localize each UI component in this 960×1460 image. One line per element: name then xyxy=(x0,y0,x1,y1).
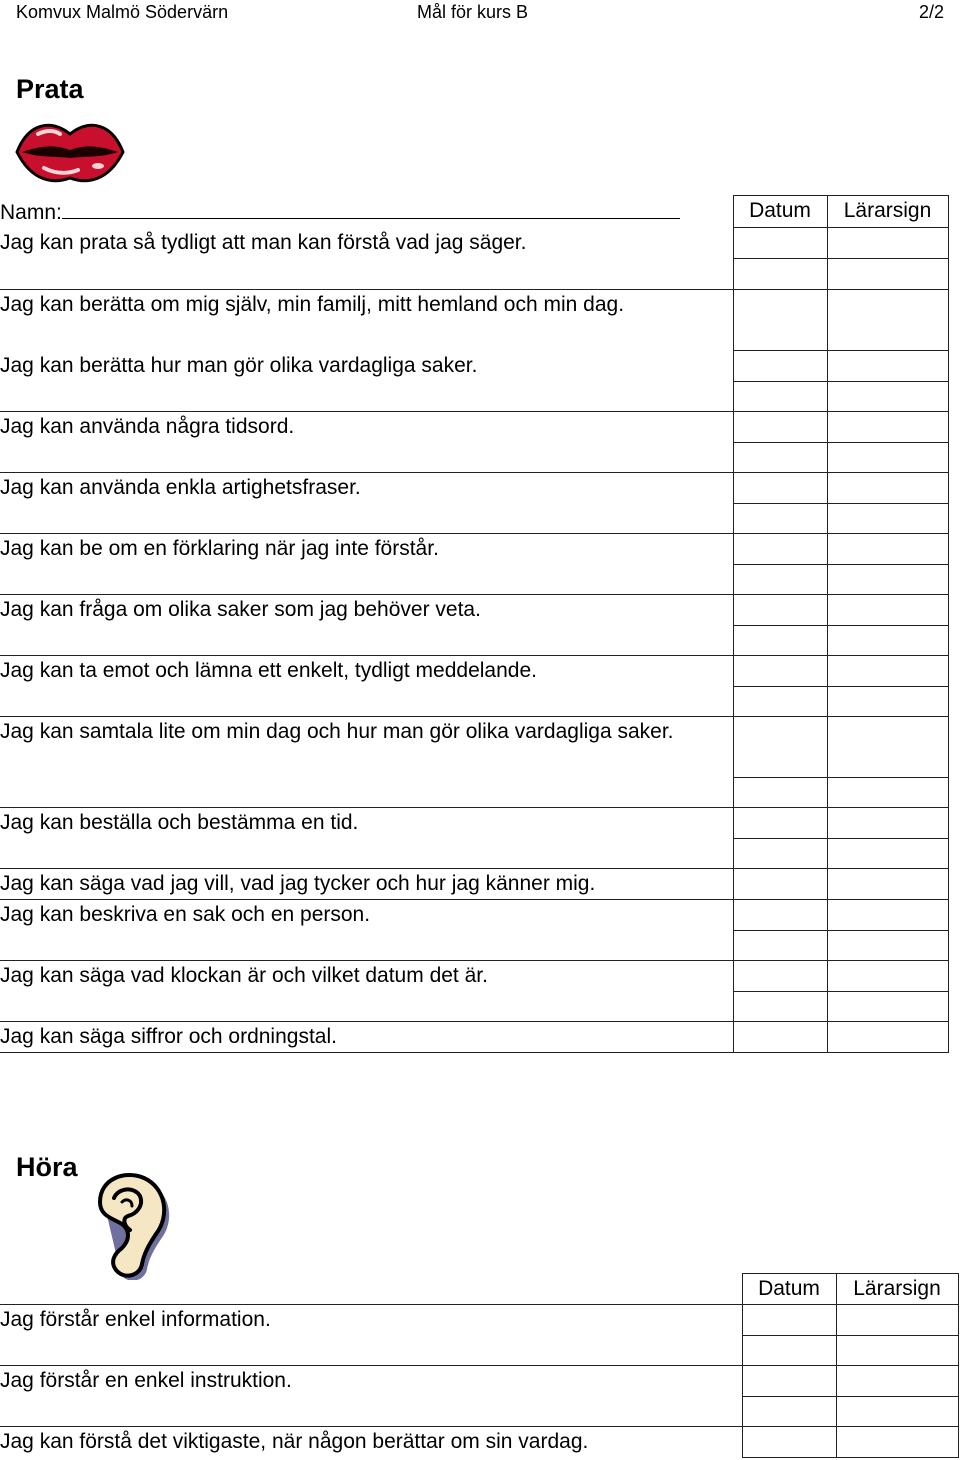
goal-text: Jag kan använda några tidsord. xyxy=(0,415,295,438)
sign-cell[interactable] xyxy=(827,443,948,473)
sign-cell[interactable] xyxy=(827,412,948,443)
col-header-lararsign: Lärarsign xyxy=(827,196,948,228)
sign-cell[interactable] xyxy=(827,259,948,290)
spacer-cell xyxy=(0,839,733,869)
header-course: Mål för kurs B xyxy=(417,2,529,22)
col-header-datum: Datum xyxy=(742,1274,836,1305)
datum-cell[interactable] xyxy=(742,1397,836,1427)
sign-cell[interactable] xyxy=(836,1427,958,1458)
section-title-prata: Prata xyxy=(16,74,84,104)
goal-text: Jag förstår enkel information. xyxy=(0,1308,271,1331)
name-label: Namn: xyxy=(0,200,62,224)
sign-cell[interactable] xyxy=(827,565,948,595)
spacer-cell xyxy=(0,778,733,808)
datum-cell[interactable] xyxy=(733,228,827,259)
sign-cell[interactable] xyxy=(836,1336,958,1366)
datum-cell[interactable] xyxy=(733,656,827,687)
ear-icon xyxy=(86,1168,176,1280)
goal-text: Jag kan ta emot och lämna ett enkelt, tydligt meddelande. xyxy=(0,659,537,682)
goal-text: Jag kan berätta om mig själv, min familj, mitt hemland och min dag. xyxy=(0,293,625,316)
goal-text: Jag kan beskriva en sak och en person. xyxy=(0,903,371,926)
sign-cell[interactable] xyxy=(827,534,948,565)
datum-cell[interactable] xyxy=(733,808,827,839)
sign-cell[interactable] xyxy=(827,808,948,839)
spacer-cell xyxy=(0,382,733,412)
goal-text: Jag kan prata så tydligt att man kan förstå vad jag säger. xyxy=(0,230,527,254)
datum-cell[interactable] xyxy=(733,687,827,717)
datum-cell[interactable] xyxy=(733,382,827,412)
sign-cell[interactable] xyxy=(827,504,948,534)
sign-cell[interactable] xyxy=(827,351,948,382)
goal-text: Jag kan säga vad klockan är och vilket datum det är. xyxy=(0,964,488,987)
datum-cell[interactable] xyxy=(733,290,827,351)
sign-cell[interactable] xyxy=(827,687,948,717)
datum-cell[interactable] xyxy=(733,778,827,808)
sign-cell[interactable] xyxy=(827,869,948,900)
spacer-cell xyxy=(0,626,733,656)
spacer-cell xyxy=(0,931,733,961)
datum-cell[interactable] xyxy=(733,473,827,504)
goal-text: Jag kan säga siffror och ordningstal. xyxy=(0,1022,733,1053)
sign-cell[interactable] xyxy=(827,228,948,259)
sign-cell[interactable] xyxy=(836,1305,958,1336)
header-spacer xyxy=(0,1274,742,1305)
goal-text: Jag kan be om en förklaring när jag inte förstår. xyxy=(0,537,439,560)
datum-cell[interactable] xyxy=(733,626,827,656)
goal-text: Jag kan använda enkla artighetsfraser. xyxy=(0,476,361,499)
datum-cell[interactable] xyxy=(733,869,827,900)
sign-cell[interactable] xyxy=(827,717,948,778)
spacer-cell xyxy=(0,1397,742,1427)
spacer-cell xyxy=(0,504,733,534)
datum-cell[interactable] xyxy=(733,534,827,565)
spacer-cell xyxy=(0,992,733,1022)
datum-cell[interactable] xyxy=(733,900,827,931)
sign-cell[interactable] xyxy=(827,992,948,1022)
goal-text: Jag kan förstå det viktigaste, när någon berättar om sin vardag. xyxy=(0,1430,589,1453)
lips-icon xyxy=(14,118,126,188)
spacer-cell xyxy=(0,1336,742,1366)
datum-cell[interactable] xyxy=(733,595,827,626)
datum-cell[interactable] xyxy=(733,351,827,382)
datum-cell[interactable] xyxy=(733,412,827,443)
datum-cell[interactable] xyxy=(733,992,827,1022)
col-header-datum: Datum xyxy=(733,196,827,228)
sign-cell[interactable] xyxy=(827,290,948,351)
spacer-cell xyxy=(0,565,733,595)
sign-cell[interactable] xyxy=(827,1022,948,1053)
spacer-cell xyxy=(0,687,733,717)
sign-cell[interactable] xyxy=(827,778,948,808)
datum-cell[interactable] xyxy=(742,1427,836,1458)
goal-text: Jag kan säga vad jag vill, vad jag tycker och hur jag känner mig. xyxy=(0,869,733,900)
sign-cell[interactable] xyxy=(827,473,948,504)
goal-text: Jag förstår en enkel instruktion. xyxy=(0,1369,292,1392)
datum-cell[interactable] xyxy=(733,504,827,534)
hora-table xyxy=(0,1273,959,1458)
goal-text: Jag kan berätta hur man gör olika vardagliga saker. xyxy=(0,353,478,377)
name-row xyxy=(0,196,733,228)
sign-cell[interactable] xyxy=(827,382,948,412)
sign-cell[interactable] xyxy=(827,900,948,931)
sign-cell[interactable] xyxy=(827,839,948,869)
col-header-lararsign: Lärarsign xyxy=(836,1274,958,1305)
datum-cell[interactable] xyxy=(742,1305,836,1336)
sign-cell[interactable] xyxy=(836,1397,958,1427)
header-school: Komvux Malmö Södervärn xyxy=(16,2,229,22)
goal-text: Jag kan beställa och bestämma en tid. xyxy=(0,811,359,834)
datum-cell[interactable] xyxy=(733,443,827,473)
prata-table xyxy=(0,195,949,1053)
spacer-cell xyxy=(0,259,733,290)
datum-cell[interactable] xyxy=(733,1022,827,1053)
datum-cell[interactable] xyxy=(733,839,827,869)
name-field[interactable] xyxy=(62,196,680,219)
sign-cell[interactable] xyxy=(827,931,948,961)
sign-cell[interactable] xyxy=(836,1366,958,1397)
sign-cell[interactable] xyxy=(827,626,948,656)
goal-text: Jag kan samtala lite om min dag och hur man gör olika vardagliga saker. xyxy=(0,720,674,743)
datum-cell[interactable] xyxy=(733,931,827,961)
sign-cell[interactable] xyxy=(827,656,948,687)
datum-cell[interactable] xyxy=(742,1336,836,1366)
goal-text: Jag kan fråga om olika saker som jag behöver veta. xyxy=(0,598,481,621)
datum-cell[interactable] xyxy=(742,1366,836,1397)
section-title-hora: Höra xyxy=(16,1152,78,1182)
spacer-cell xyxy=(0,443,733,473)
sign-cell[interactable] xyxy=(827,961,948,992)
datum-cell[interactable] xyxy=(733,961,827,992)
datum-cell[interactable] xyxy=(733,717,827,778)
datum-cell[interactable] xyxy=(733,259,827,290)
sign-cell[interactable] xyxy=(827,595,948,626)
datum-cell[interactable] xyxy=(733,565,827,595)
header-page-number: 2/2 xyxy=(918,2,944,22)
